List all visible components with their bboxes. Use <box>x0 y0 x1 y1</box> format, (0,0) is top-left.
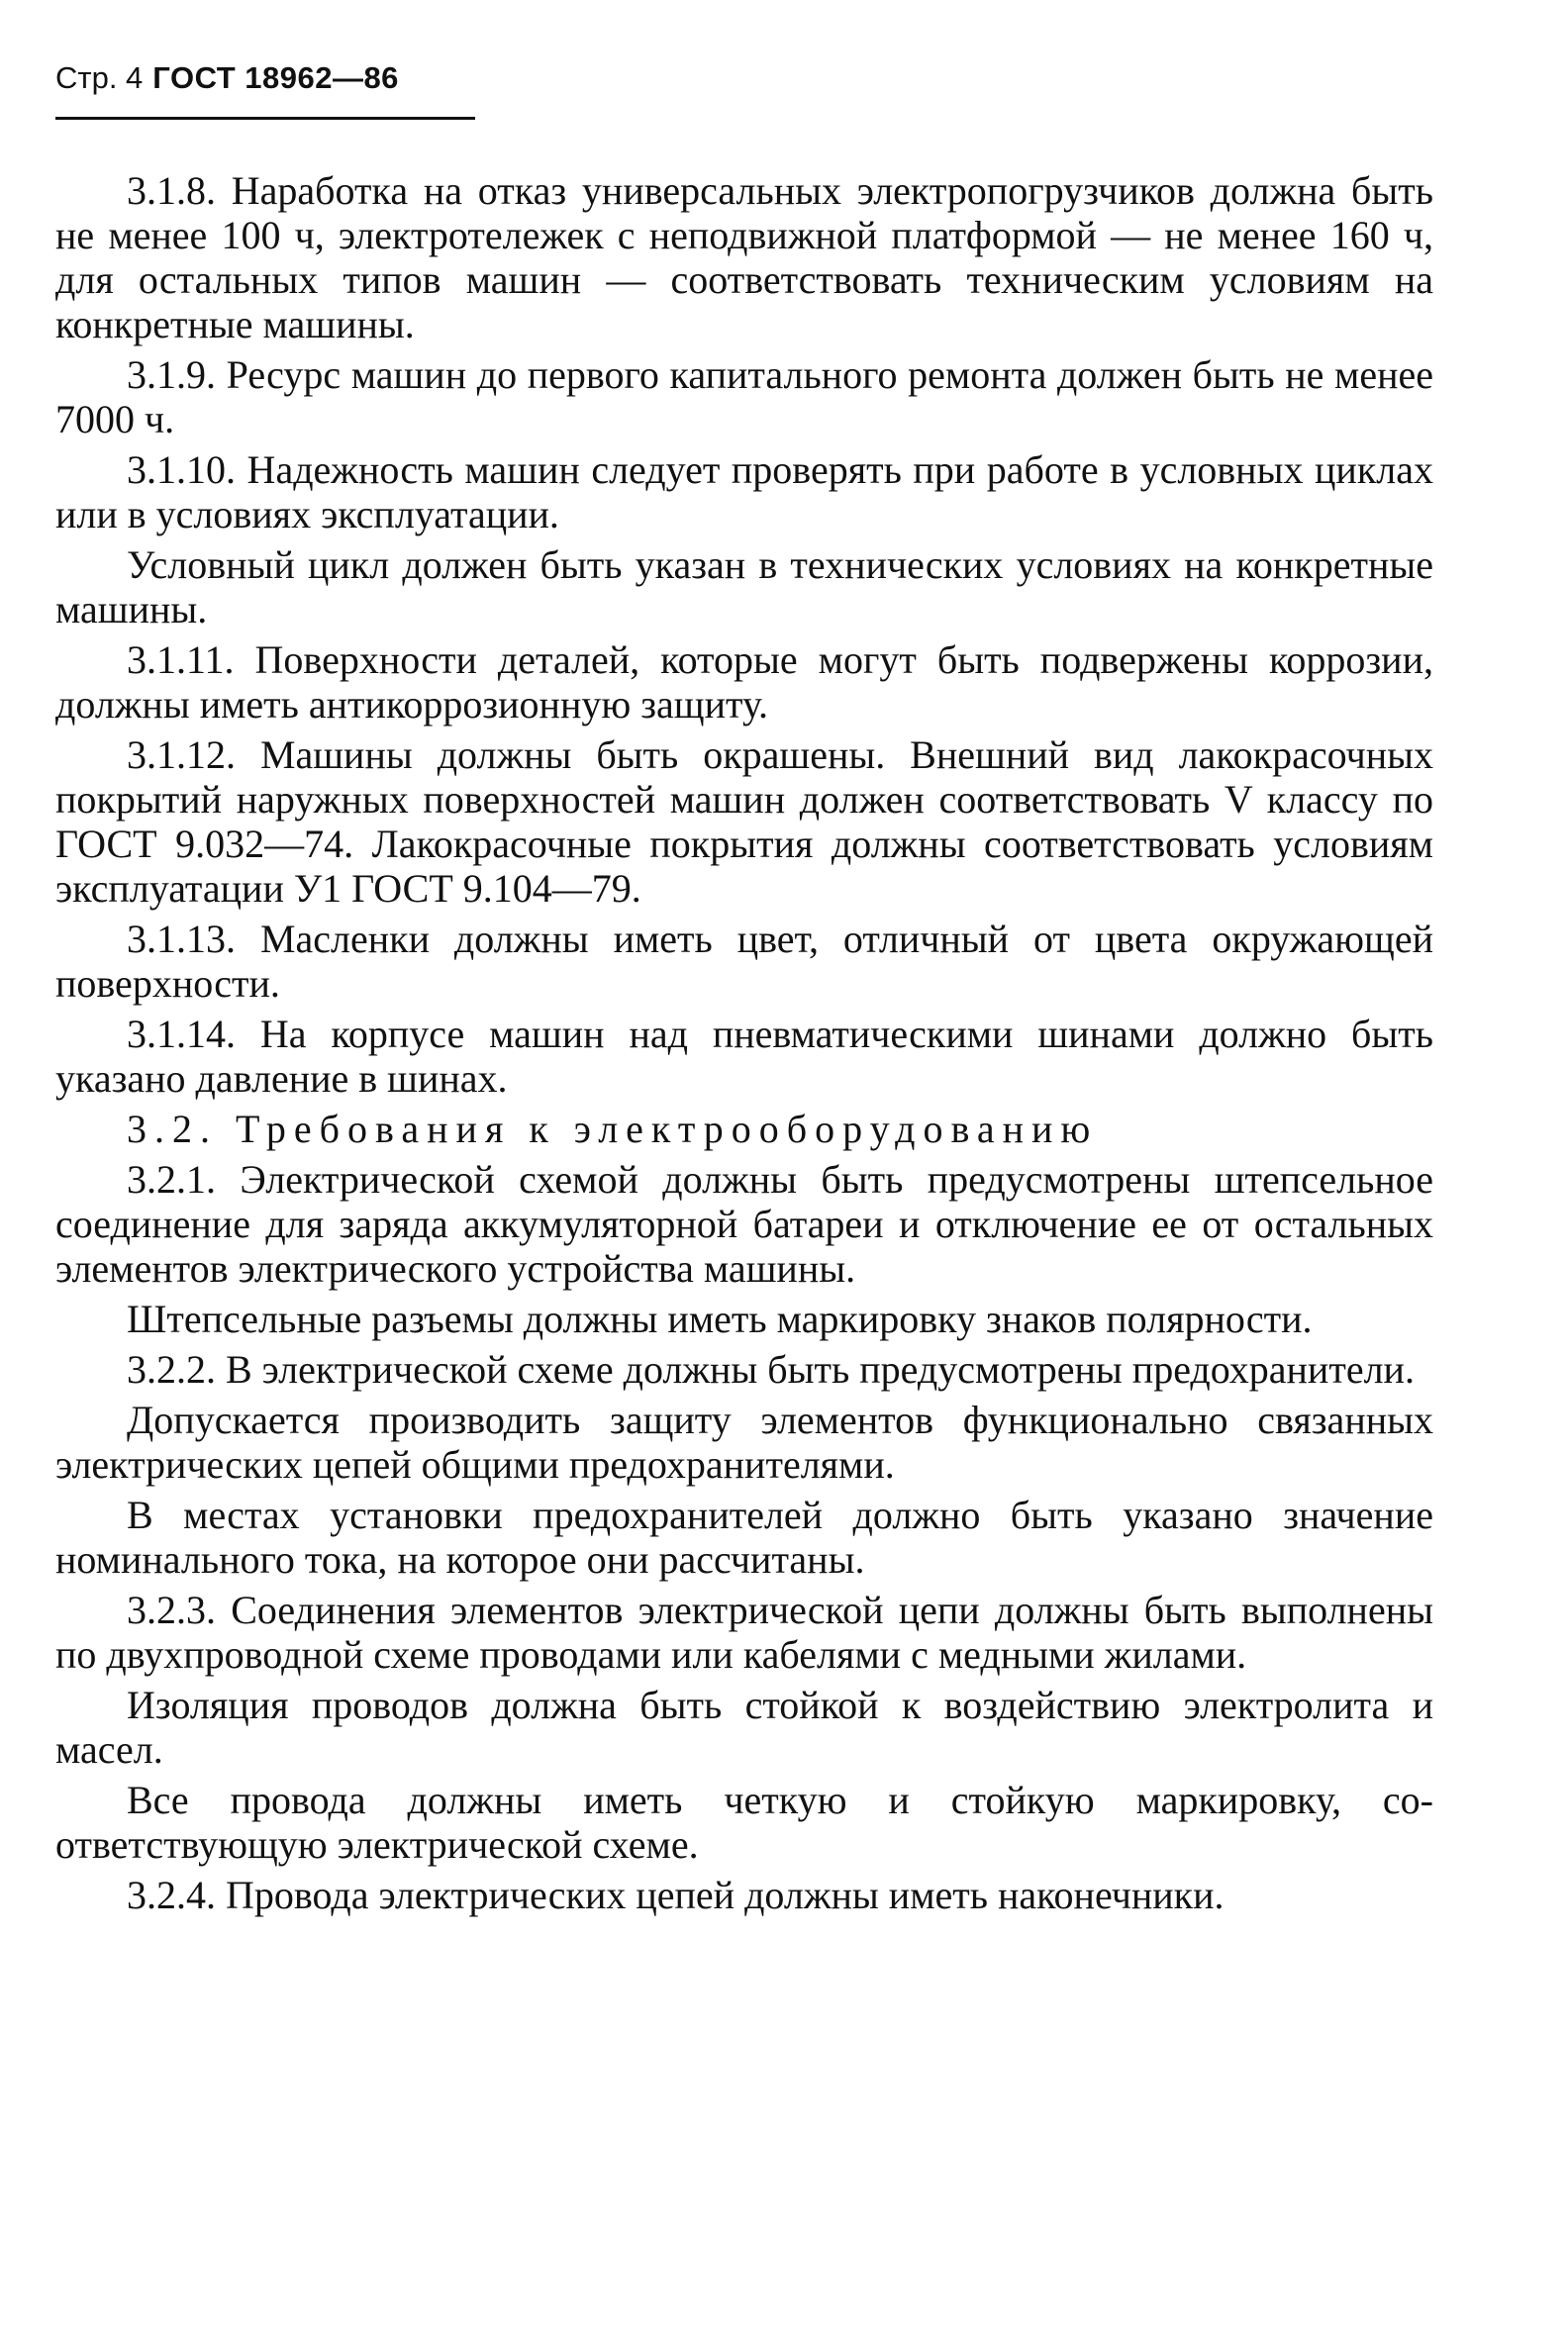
paragraph-3-2-2: 3.2.2. В электрической схеме должны быть предусмотрены предохранители. <box>127 1347 1415 1392</box>
paragraph-3-2-1: 3.2.1. Электрической схемой должны быть предусмотрены штепсельное соединение для заряда аккумуляторной батареи и отключение ее от остальных элементов электрического устройства машины. <box>55 1157 1433 1291</box>
paragraph-3-1-8: 3.1.8. Наработка на отказ универсальных электропогрузчиков должна быть не менее 100 ч, электротележек с неподвижной платформой — не менее 160 ч, для остальных типов машин — соответствовать техническим условиям на конкретные машины. <box>55 168 1433 346</box>
paragraph-fuse-rating: В местах установки предохранителей должно быть указано значение номинального тока, на которое они рассчитаны. <box>55 1493 1433 1582</box>
paragraph-common-fuses: Допускается производить защиту элементов функционально связанных электрических цепей общими предохранителями. <box>55 1398 1433 1487</box>
paragraph-3-1-9: 3.1.9. Ресурс машин до первого капитального ремонта должен быть не менее 7000 ч. <box>55 352 1433 441</box>
paragraph-3-1-13: 3.1.13. Масленки должны иметь цвет, отличный от цвета окружающей поверхности. <box>55 917 1433 1006</box>
standard-number-label: ГОСТ 18962—86 <box>152 60 399 95</box>
paragraph-3-1-12: 3.1.12. Машины должны быть окрашены. Внешний вид лакокрасочных покрытий наружных поверхностей машин должен соответствовать V классу по ГОСТ 9.032—74. Лакокрасочные покрытия должны соответствовать условиям эксплуатации У1 ГОСТ 9.104—79. <box>55 732 1433 911</box>
document-body <box>55 168 1433 1923</box>
section-heading-3-2: 3.2. Требования к электрооборудованию <box>127 1107 1099 1151</box>
paragraph-3-1-14: 3.1.14. На корпусе машин над пневматическими шинами должно быть указано давление в шинах. <box>55 1012 1433 1101</box>
paragraph-3-1-11: 3.1.11. Поверхности деталей, которые могут быть подвержены коррозии, должны иметь антикоррозионную защиту. <box>55 637 1433 727</box>
paragraph-conditional-cycle: Условный цикл должен быть указан в технических условиях на конкретные машины. <box>55 542 1433 631</box>
paragraph-3-1-10: 3.1.10. Надежность машин следует проверять при работе в условных циклах или в условиях эксплуатации. <box>55 447 1433 536</box>
page-number-label: Стр. 4 <box>55 60 144 95</box>
page-header <box>55 59 475 120</box>
paragraph-3-2-4: 3.2.4. Провода электрических цепей должны иметь наконечники. <box>127 1873 1225 1917</box>
paragraph-wire-insulation: Изоляция проводов должна быть стойкой к воздействию электролита и масел. <box>55 1683 1433 1772</box>
paragraph-wire-marking: Все провода должны иметь четкую и стойкую маркировку, соответствующую электрической схеме. <box>55 1778 1433 1867</box>
paragraph-3-2-3: 3.2.3. Соединения элементов электрической цепи должны быть выполнены по двухпроводной схеме проводами или кабелями с медными жилами. <box>55 1588 1433 1677</box>
paragraph-plug-connectors: Штепсельные разъемы должны иметь маркировку знаков полярности. <box>127 1297 1313 1341</box>
